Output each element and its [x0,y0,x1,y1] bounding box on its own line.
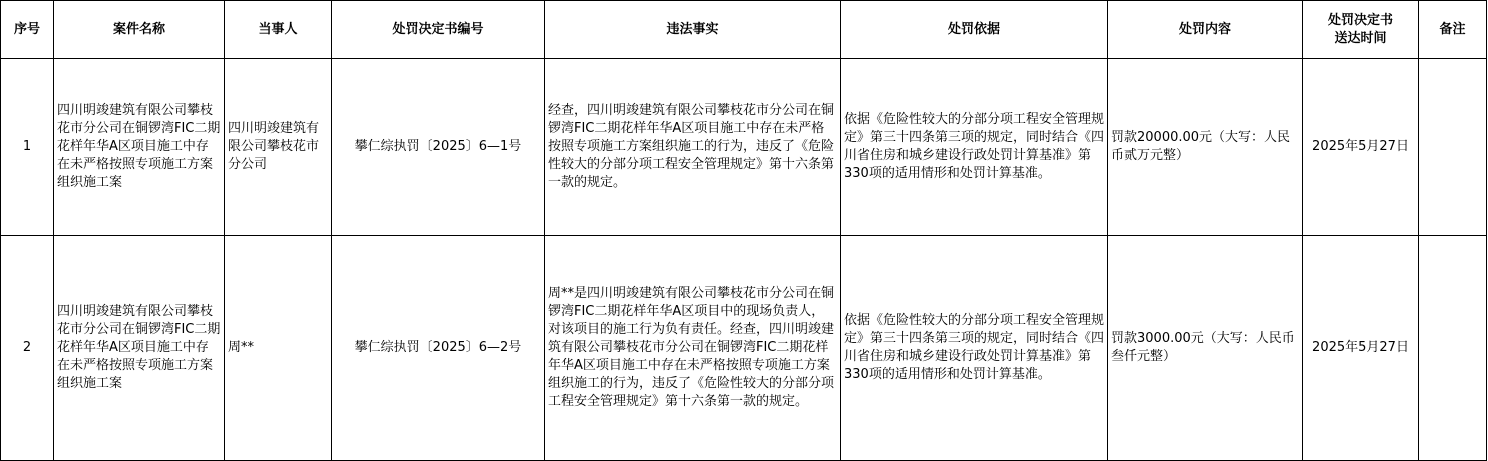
header-seq: 序号 [1,1,54,59]
header-remark: 备注 [1419,1,1487,59]
cell-decision-no: 攀仁综执罚〔2025〕6—1号 [332,59,545,236]
header-content: 处罚内容 [1108,1,1303,59]
table-row [1,59,1487,236]
cell-remark [1419,59,1487,236]
header-basis: 处罚依据 [841,1,1108,59]
header-delivery-time-line1: 处罚决定书 [1327,12,1393,28]
cell-content: 罚款20000.00元（大写：人民币贰万元整） [1108,59,1303,236]
header-party: 当事人 [225,1,332,59]
cell-content: 罚款3000.00元（大写：人民币叁仟元整） [1108,236,1303,461]
cell-facts: 周**是四川明竣建筑有限公司攀枝花市分公司在铜锣湾FIC二期花样年华A区项目中的现场负责人，对该项目的施工行为负有责任。经查，四川明竣建筑有限公司攀枝花市分公司在铜锣湾FIC二期花样年华A区项目施工中存在未严格按照专项施工方案组织施工的行为，违反了《危险性较大的分部分项工程安全管理规定》第十六条第一款的规定。 [545,236,841,461]
cell-case-name: 四川明竣建筑有限公司攀枝花市分公司在铜锣湾FIC二期花样年华A区项目施工中存在未严格按照专项施工方案组织施工案 [54,236,225,461]
cell-party: 周** [225,236,332,461]
cell-basis: 依据《危险性较大的分部分项工程安全管理规定》第三十四条第三项的规定，同时结合《四川省住房和城乡建设行政处罚计算基准》第330项的适用情形和处罚计算基准。 [841,59,1108,236]
cell-delivery-time: 2025年5月27日 [1303,236,1419,461]
cell-delivery-time: 2025年5月27日 [1303,59,1419,236]
header-facts: 违法事实 [545,1,841,59]
cell-basis: 依据《危险性较大的分部分项工程安全管理规定》第三十四条第三项的规定，同时结合《四川省住房和城乡建设行政处罚计算基准》第330项的适用情形和处罚计算基准。 [841,236,1108,461]
header-case-name: 案件名称 [54,1,225,59]
cell-party: 四川明竣建筑有限公司攀枝花市分公司 [225,59,332,236]
cell-case-name: 四川明竣建筑有限公司攀枝花市分公司在铜锣湾FIC二期花样年华A区项目施工中存在未严格按照专项施工方案组织施工案 [54,59,225,236]
header-decision-no: 处罚决定书编号 [332,1,545,59]
header-delivery-time-line2: 送达时间 [1334,30,1387,46]
cell-remark [1419,236,1487,461]
table-row [1,236,1487,461]
cell-seq: 1 [1,59,54,236]
header-row [1,1,1487,59]
cell-decision-no: 攀仁综执罚〔2025〕6—2号 [332,236,545,461]
cell-facts: 经查，四川明竣建筑有限公司攀枝花市分公司在铜锣湾FIC二期花样年华A区项目施工中存在未严格按照专项施工方案组织施工的行为，违反了《危险性较大的分部分项工程安全管理规定》第十六条第一款的规定。 [545,59,841,236]
header-delivery-time [1303,1,1419,59]
cell-seq: 2 [1,236,54,461]
